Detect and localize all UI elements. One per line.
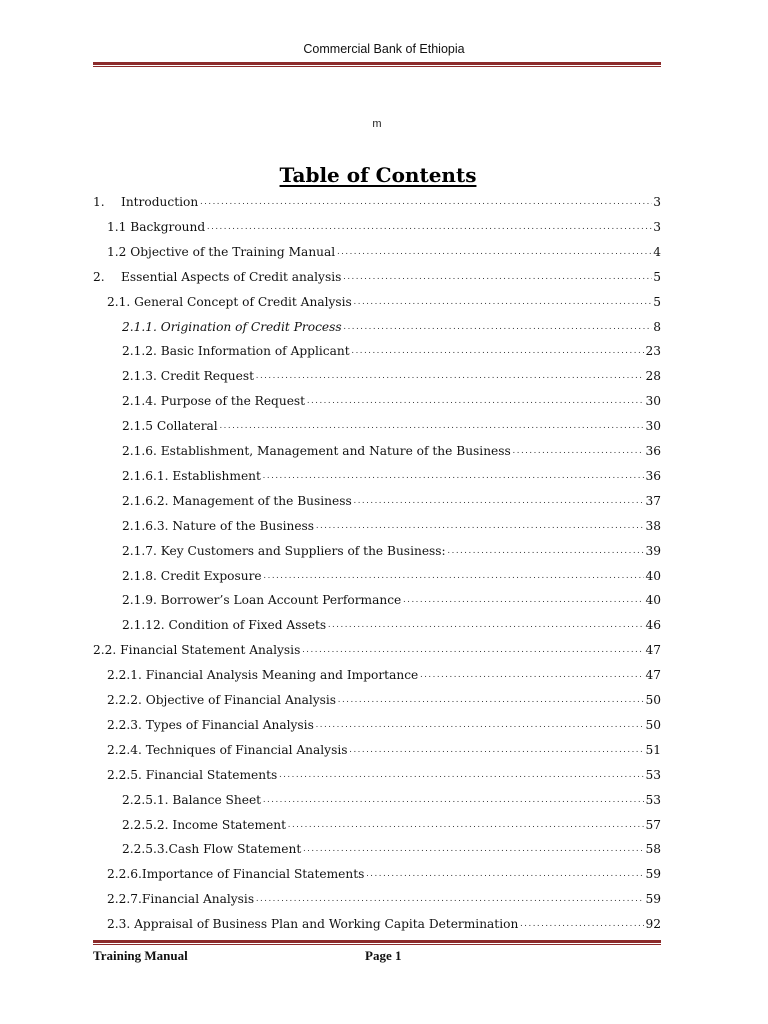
toc-entry[interactable]: [122, 813, 661, 833]
header-rule-thick: [93, 62, 661, 65]
toc-entry-page: 47: [645, 643, 661, 658]
toc-dot-leader: [255, 368, 644, 384]
toc-dot-leader: [206, 219, 652, 235]
footer-rule: [93, 940, 661, 945]
toc-entry-page: 3: [653, 219, 661, 234]
toc-dot-leader: [262, 468, 645, 484]
toc-entry[interactable]: [122, 389, 661, 409]
toc-entry[interactable]: [122, 539, 661, 559]
toc-dot-leader: [287, 817, 644, 833]
toc-dot-leader: [327, 617, 644, 633]
page-number: Page 1: [365, 948, 402, 963]
footer-rule-thin: [93, 944, 661, 945]
toc-entry[interactable]: [107, 240, 661, 260]
toc-entry[interactable]: [122, 489, 661, 509]
toc-entry-page: 50: [645, 717, 661, 732]
toc-entry[interactable]: [122, 788, 661, 808]
toc-entry[interactable]: [122, 514, 661, 534]
toc-entry-page: 46: [645, 618, 661, 633]
toc-entry[interactable]: [107, 663, 661, 683]
toc-entry-label: 2.1.7. Key Customers and Suppliers of the Business:: [122, 543, 446, 558]
toc-entry-label: 2.3. Appraisal of Business Plan and Working Capita Determination: [107, 917, 519, 932]
header-rule-thin: [93, 66, 661, 67]
toc-entry-label: Introduction: [121, 195, 199, 209]
toc-dot-leader: [306, 393, 644, 409]
toc-entry-label: 2.2.6.Importance of Financial Statements: [107, 867, 365, 882]
toc-dot-leader: [512, 443, 645, 459]
toc-entry-label: 2.1.6.3. Nature of the Business: [122, 518, 315, 533]
toc-entry-label: 2.1.2. Basic Information of Applicant: [122, 344, 350, 359]
toc-entry[interactable]: [107, 290, 661, 310]
toc-dot-leader: [351, 343, 645, 359]
toc-dot-leader: [353, 294, 652, 310]
toc-entry[interactable]: [107, 713, 661, 733]
toc-title: Table of Contents: [279, 163, 477, 187]
toc-entry[interactable]: [107, 215, 661, 235]
toc-entry[interactable]: [107, 862, 661, 882]
toc-entry-page: 53: [645, 792, 661, 807]
toc-entry-page: 47: [645, 668, 661, 683]
toc-entry[interactable]: [107, 887, 661, 907]
toc-dot-leader: [315, 717, 645, 733]
toc-dot-leader: [301, 642, 644, 658]
toc-dot-leader: [336, 244, 652, 260]
toc-dot-leader: [263, 568, 645, 584]
toc-entry-label: 2.1.5 Collateral: [122, 419, 218, 434]
toc-entry-label: 2.2.5.3.Cash Flow Statement: [122, 842, 302, 857]
toc-entry[interactable]: [107, 763, 661, 783]
toc-dot-leader: [402, 592, 644, 608]
toc-dot-leader: [315, 518, 644, 534]
toc-entry-page: 3: [653, 195, 661, 209]
toc-entry[interactable]: [107, 738, 661, 758]
toc-entry-label: 2.1.8. Credit Exposure: [122, 568, 262, 583]
toc-dot-leader: [353, 493, 645, 509]
toc-dot-leader: [262, 792, 644, 808]
toc-dot-leader: [365, 866, 644, 882]
toc-entry-page: 59: [645, 867, 661, 882]
toc-entry-label: 1.1 Background: [107, 219, 206, 234]
toc-entry-label: 2.1. General Concept of Credit Analysis: [107, 294, 352, 309]
toc-entry-label: 2.1.1. Origination of Credit Process: [122, 319, 342, 334]
toc-entry[interactable]: [93, 190, 661, 210]
toc-entry-page: 23: [645, 344, 661, 359]
toc-entry[interactable]: [122, 464, 661, 484]
toc-dot-leader: [199, 194, 652, 210]
toc-entry[interactable]: [122, 837, 661, 857]
toc-entry[interactable]: [107, 688, 661, 708]
toc-entry-label: 2.2.5.1. Balance Sheet: [122, 792, 262, 807]
toc-entry[interactable]: [93, 638, 661, 658]
toc-entry-page: 57: [645, 817, 661, 832]
toc-dot-leader: [278, 767, 644, 783]
toc-entry-page: 92: [645, 917, 661, 932]
toc-entry[interactable]: [122, 564, 661, 584]
toc-entry-page: 53: [645, 767, 661, 782]
toc-entry-label: 2.2.5.2. Income Statement: [122, 817, 286, 832]
toc-entry-page: 59: [645, 892, 661, 907]
toc-dot-leader: [343, 319, 653, 335]
toc-entry-page: 5: [653, 269, 661, 284]
toc-entry-page: 39: [645, 543, 661, 558]
toc-entry-label: 2.2.3. Types of Financial Analysis: [107, 717, 314, 732]
toc-dot-leader: [348, 742, 644, 758]
toc-dot-leader: [519, 916, 644, 932]
stray-character: m: [372, 118, 382, 130]
toc-entry-label: 2.2.1. Financial Analysis Meaning and Importance: [107, 668, 419, 683]
toc-entry-page: 50: [645, 693, 661, 707]
running-header: Commercial Bank of Ethiopia: [303, 42, 465, 56]
toc-entry-page: 28: [645, 369, 661, 384]
toc-entry-page: 58: [645, 842, 661, 857]
toc-dot-leader: [219, 418, 645, 434]
toc-entry-page: 40: [645, 593, 661, 608]
toc-entry[interactable]: [122, 414, 661, 434]
toc-entry-label: 2.1.12. Condition of Fixed Assets: [122, 618, 327, 633]
toc-entry-page: 8: [653, 319, 661, 334]
toc-dot-leader: [419, 667, 644, 683]
toc-entry-page: 5: [653, 294, 661, 309]
toc-entry-page: 37: [645, 493, 661, 508]
toc-entry-page: 4: [653, 244, 661, 259]
toc-dot-leader: [447, 543, 645, 559]
toc-entry-label: 2.1.6.2. Management of the Business: [122, 493, 352, 508]
toc-entry-label: 2.1.3. Credit Request: [122, 369, 254, 384]
toc-entry-page: 30: [645, 419, 661, 434]
toc-entry[interactable]: [122, 315, 661, 335]
toc-dot-leader: [337, 692, 644, 708]
toc-entry-label: 2.1.9. Borrower’s Loan Account Performance: [122, 593, 402, 608]
toc-entry-label: 2.2.7.Financial Analysis: [107, 892, 255, 907]
toc-entry-label: 2.2. Financial Statement Analysis: [93, 643, 301, 658]
toc-dot-leader: [255, 891, 644, 907]
footer-title: Training Manual: [93, 948, 188, 963]
toc-entry[interactable]: [122, 588, 661, 608]
toc-entry-label: 2.2.4. Techniques of Financial Analysis: [107, 742, 348, 757]
toc-entry[interactable]: [122, 364, 661, 384]
toc-entry-label: 2.2.2. Objective of Financial Analysis: [107, 693, 337, 707]
toc-entry-page: 51: [645, 742, 661, 757]
toc-entry-page: 36: [645, 468, 661, 483]
toc-entry-number: 2.: [93, 269, 105, 284]
toc-entry-label: 2.2.5. Financial Statements: [107, 767, 278, 782]
header-rule: [93, 62, 661, 67]
toc-dot-leader: [342, 269, 652, 285]
footer-rule-thick: [93, 940, 661, 943]
toc-entry-label: 2.1.6. Establishment, Management and Nature of the Business: [122, 444, 511, 458]
toc-entry-label: 2.1.4. Purpose of the Request: [122, 394, 306, 409]
toc-entry-number: 1.: [93, 195, 105, 209]
toc-entry[interactable]: [93, 265, 661, 285]
toc-entry[interactable]: [122, 613, 661, 633]
toc-entry-page: 38: [645, 518, 661, 533]
toc-entry-label: 1.2 Objective of the Training Manual: [107, 244, 336, 259]
toc-entry[interactable]: [122, 439, 661, 459]
toc-entry-label: Essential Aspects of Credit analysis: [121, 269, 342, 284]
toc-entry-page: 30: [645, 394, 661, 409]
toc-entry[interactable]: [107, 912, 661, 932]
toc-entry-page: 40: [645, 568, 661, 583]
toc-entry-label: 2.1.6.1. Establishment: [122, 468, 261, 483]
toc-dot-leader: [302, 841, 644, 857]
toc-entry[interactable]: [122, 339, 661, 359]
toc-entry-page: 36: [645, 444, 661, 458]
